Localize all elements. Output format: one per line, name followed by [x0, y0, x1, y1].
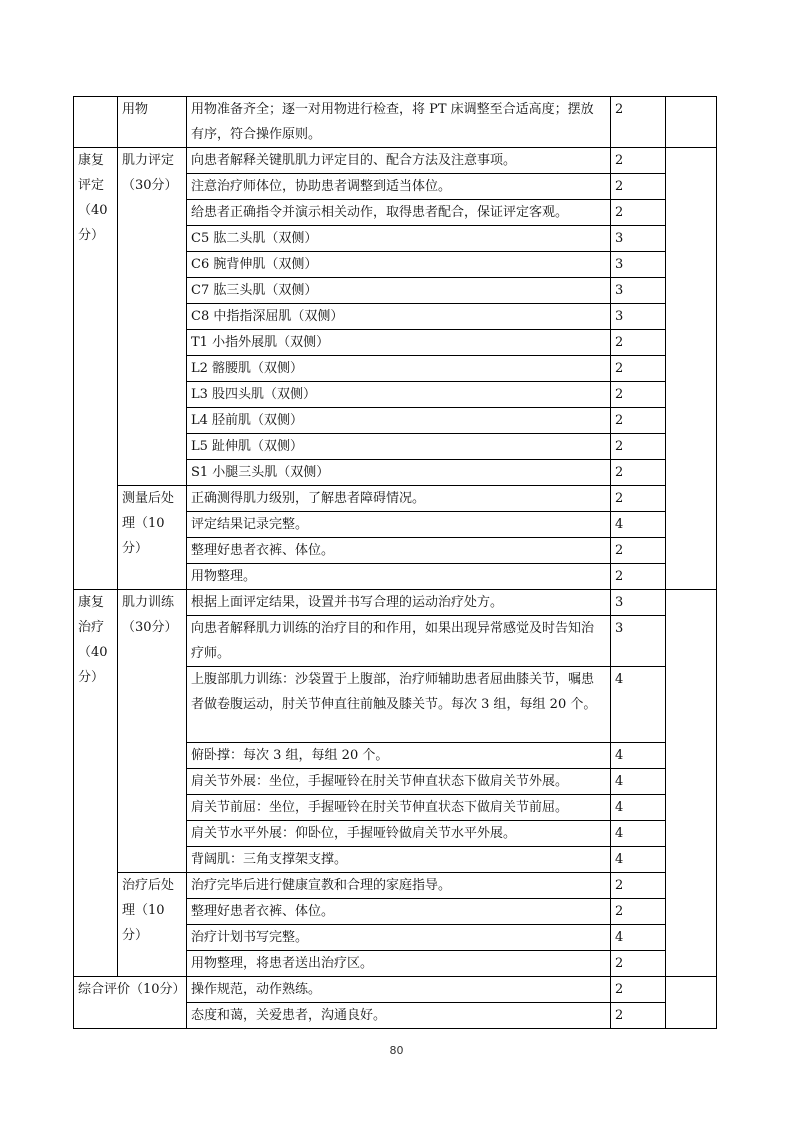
score-cell: 2	[611, 408, 666, 434]
score-cell: 2	[611, 873, 666, 899]
score-cell: 4	[611, 667, 666, 743]
score-cell: 2	[611, 434, 666, 460]
score-cell: 4	[611, 512, 666, 538]
table-row	[74, 977, 717, 1003]
score-cell: 3	[611, 226, 666, 252]
score-cell: 2	[611, 356, 666, 382]
item-cell: 正确测得肌力级别，了解患者障碍情况。	[187, 486, 611, 512]
score-cell: 2	[611, 148, 666, 174]
item-cell: 用物准备齐全；逐一对用物进行检查，将 PT 床调整至合适高度；摆放有序，符合操作原则。	[187, 97, 611, 148]
item-cell: 治疗完毕后进行健康宣教和合理的家庭指导。	[187, 873, 611, 899]
category-cell: 综合评价（10分）	[74, 977, 187, 1029]
table-row	[74, 148, 717, 174]
score-cell: 3	[611, 304, 666, 330]
item-cell: 根据上面评定结果，设置并书写合理的运动治疗处方。	[187, 590, 611, 616]
score-cell: 2	[611, 538, 666, 564]
subcategory-cell: 用物	[118, 97, 187, 148]
score-cell: 2	[611, 1003, 666, 1029]
item-cell: L5 趾伸肌（双侧）	[187, 434, 611, 460]
category-cell: 康复治疗（40分）	[74, 590, 118, 977]
item-cell: 肩关节水平外展：仰卧位，手握哑铃做肩关节水平外展。	[187, 821, 611, 847]
item-cell: T1 小指外展肌（双侧）	[187, 330, 611, 356]
item-cell: 上腹部肌力训练：沙袋置于上腹部，治疗师辅助患者屈曲膝关节，嘱患者做卷腹运动，肘关节伸直往前触及膝关节。每次 3 组，每组 20 个。	[187, 667, 611, 743]
score-cell: 2	[611, 486, 666, 512]
score-cell: 2	[611, 899, 666, 925]
blank-cell	[666, 148, 717, 590]
item-cell: 俯卧撑：每次 3 组，每组 20 个。	[187, 743, 611, 769]
table-row	[74, 873, 717, 899]
table-row	[74, 486, 717, 512]
item-cell: C8 中指指深屈肌（双侧）	[187, 304, 611, 330]
table-row	[74, 590, 717, 616]
score-cell: 4	[611, 795, 666, 821]
score-cell: 3	[611, 252, 666, 278]
item-cell: 态度和蔼，关爱患者，沟通良好。	[187, 1003, 611, 1029]
item-cell: 用物整理，将患者送出治疗区。	[187, 951, 611, 977]
score-cell: 2	[611, 460, 666, 486]
item-cell: 给患者正确指令并演示相关动作，取得患者配合，保证评定客观。	[187, 200, 611, 226]
score-cell: 2	[611, 200, 666, 226]
score-cell: 2	[611, 951, 666, 977]
subcategory-cell: 肌力评定（30分）	[118, 148, 187, 486]
score-cell: 2	[611, 330, 666, 356]
item-cell: 向患者解释关键肌肌力评定目的、配合方法及注意事项。	[187, 148, 611, 174]
item-cell: C5 肱二头肌（双侧）	[187, 226, 611, 252]
item-cell: S1 小腿三头肌（双侧）	[187, 460, 611, 486]
item-cell: C6 腕背伸肌（双侧）	[187, 252, 611, 278]
item-cell: 整理好患者衣裤、体位。	[187, 538, 611, 564]
item-cell: 评定结果记录完整。	[187, 512, 611, 538]
score-cell: 4	[611, 925, 666, 951]
score-cell: 2	[611, 382, 666, 408]
item-cell: 操作规范，动作熟练。	[187, 977, 611, 1003]
item-cell: C7 肱三头肌（双侧）	[187, 278, 611, 304]
score-cell: 2	[611, 977, 666, 1003]
category-cell-empty	[74, 97, 118, 148]
score-cell: 3	[611, 616, 666, 667]
subcategory-cell: 肌力训练（30分）	[118, 590, 187, 873]
item-cell: 肩关节前屈：坐位，手握哑铃在肘关节伸直状态下做肩关节前屈。	[187, 795, 611, 821]
category-cell: 康复评定（40分）	[74, 148, 118, 590]
score-cell: 2	[611, 174, 666, 200]
score-cell: 3	[611, 278, 666, 304]
subcategory-cell: 治疗后处理（10分）	[118, 873, 187, 977]
score-cell: 4	[611, 743, 666, 769]
score-cell: 4	[611, 769, 666, 795]
item-cell: L2 髂腰肌（双侧）	[187, 356, 611, 382]
score-cell: 3	[611, 590, 666, 616]
table-row	[74, 97, 717, 148]
blank-cell	[666, 977, 717, 1029]
item-cell: 用物整理。	[187, 564, 611, 590]
blank-cell	[666, 97, 717, 148]
item-cell: L3 股四头肌（双侧）	[187, 382, 611, 408]
score-cell: 4	[611, 821, 666, 847]
item-cell: 治疗计划书写完整。	[187, 925, 611, 951]
blank-cell	[666, 590, 717, 977]
item-cell: 背阔肌：三角支撑架支撑。	[187, 847, 611, 873]
score-cell: 4	[611, 847, 666, 873]
item-cell: 向患者解释肌力训练的治疗目的和作用，如果出现异常感觉及时告知治疗师。	[187, 616, 611, 667]
page-number: 80	[389, 1044, 404, 1057]
item-cell: 整理好患者衣裤、体位。	[187, 899, 611, 925]
item-cell: L4 胫前肌（双侧）	[187, 408, 611, 434]
score-cell: 2	[611, 97, 666, 148]
item-cell: 肩关节外展：坐位，手握哑铃在肘关节伸直状态下做肩关节外展。	[187, 769, 611, 795]
score-cell: 2	[611, 564, 666, 590]
scoring-table	[73, 96, 717, 1029]
item-cell: 注意治疗师体位，协助患者调整到适当体位。	[187, 174, 611, 200]
subcategory-cell: 测量后处理（10分）	[118, 486, 187, 590]
